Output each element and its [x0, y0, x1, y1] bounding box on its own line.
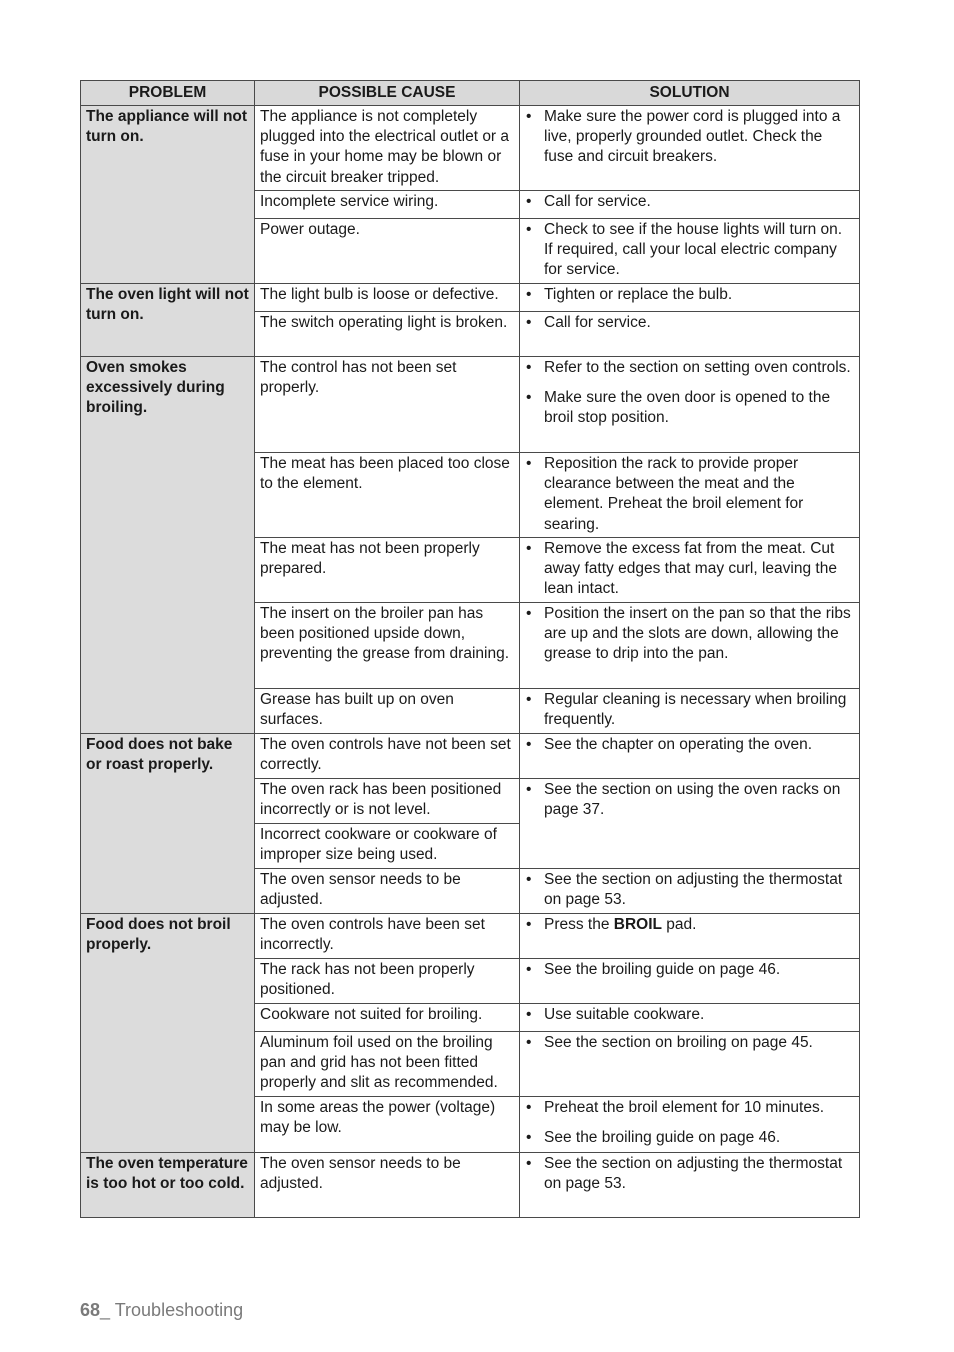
solution-bullet	[525, 1154, 854, 1194]
solution-cell	[520, 191, 860, 219]
possible-cause-cell: Grease has built up on oven surfaces.	[255, 689, 520, 734]
table-row	[81, 284, 860, 312]
table-body	[81, 106, 860, 1218]
page-footer	[80, 1300, 243, 1321]
possible-cause-cell: The oven sensor needs to be adjusted.	[255, 1153, 520, 1218]
bullet-icon: •	[526, 193, 532, 210]
solution-cell	[520, 538, 860, 603]
possible-cause-cell: Cookware not suited for broiling.	[255, 1004, 520, 1032]
possible-cause-cell: In some areas the power (voltage) may be low.	[255, 1097, 520, 1153]
solution-cell	[520, 689, 860, 734]
possible-cause-cell: The meat has not been properly prepared.	[255, 538, 520, 603]
solution-cell	[520, 1032, 860, 1097]
possible-cause-cell: The oven controls have not been set correctly.	[255, 734, 520, 779]
solution-text: See the broiling guide on page 46.	[544, 1129, 781, 1147]
solution-bullet	[525, 604, 854, 665]
possible-cause-cell: Power outage.	[255, 219, 520, 284]
solution-cell	[520, 106, 860, 191]
solution-text: Call for service.	[544, 193, 651, 210]
solution-cell	[520, 779, 860, 869]
possible-cause-cell: Aluminum foil used on the broiling pan and grid has not been fitted properly and slit as recommended.	[255, 1032, 520, 1097]
bullet-icon: •	[526, 691, 532, 708]
solution-bullet	[525, 870, 854, 910]
solution-bullet	[525, 107, 854, 168]
bullet-icon: •	[526, 314, 532, 331]
solution-bullet	[525, 313, 854, 333]
possible-cause-cell: The insert on the broiler pan has been positioned upside down, preventing the grease from draining.	[255, 603, 520, 689]
bullet-icon: •	[526, 455, 532, 472]
bullet-icon: •	[526, 108, 532, 125]
solution-text: Make sure the oven door is opened to the broil stop position.	[544, 389, 831, 427]
solution-text: Preheat the broil element for 10 minutes.	[544, 1099, 825, 1116]
solution-text: Refer to the section on setting oven controls.	[544, 359, 851, 376]
solution-bullet	[525, 690, 854, 730]
bullet-icon: •	[526, 286, 532, 303]
possible-cause-cell: The appliance is not completely plugged into the electrical outlet or a fuse in your home may be blown or the circuit breaker tripped.	[255, 106, 520, 191]
solution-cell	[520, 357, 860, 453]
solution-bullet	[525, 388, 854, 428]
solution-cell	[520, 1097, 860, 1153]
solution-text: Position the insert on the pan so that the ribs are up and the slots are down, allowing the grease to drip into the pan.	[544, 605, 851, 663]
header-problem: PROBLEM	[81, 81, 255, 106]
possible-cause-cell: The oven controls have been set incorrectly.	[255, 914, 520, 959]
bullet-icon: •	[526, 389, 532, 407]
possible-cause-cell: The control has not been set properly.	[255, 357, 520, 453]
problem-cell: Food does not bake or roast properly.	[81, 734, 255, 914]
solution-bullet	[525, 1128, 854, 1148]
solution-cell	[520, 603, 860, 689]
bullet-icon: •	[526, 961, 532, 978]
solution-bullet	[525, 358, 854, 378]
possible-cause-cell: The light bulb is loose or defective.	[255, 284, 520, 312]
footer-section-title: _ Troubleshooting	[100, 1300, 244, 1320]
bullet-icon: •	[526, 540, 532, 557]
header-solution: SOLUTION	[520, 81, 860, 106]
possible-cause-cell: The oven rack has been positioned incorrectly or is not level.	[255, 779, 520, 824]
solution-text: Check to see if the house lights will turn on. If required, call your local electric company for service.	[544, 221, 843, 279]
solution-cell	[520, 284, 860, 312]
table-row	[81, 914, 860, 959]
solution-cell	[520, 1004, 860, 1032]
troubleshooting-table	[80, 80, 860, 1218]
solution-bullet	[525, 735, 854, 755]
table-row	[81, 106, 860, 191]
bullet-icon: •	[526, 871, 532, 888]
bullet-icon: •	[526, 1099, 532, 1116]
solution-text	[544, 915, 854, 935]
table-row	[81, 1153, 860, 1218]
bullet-icon: •	[526, 916, 532, 933]
solution-bullet	[525, 220, 854, 281]
possible-cause-cell: The oven sensor needs to be adjusted.	[255, 869, 520, 914]
solution-text-part: pad.	[662, 916, 697, 933]
page-number: 68	[80, 1300, 101, 1320]
possible-cause-cell: The meat has been placed too close to the element.	[255, 453, 520, 538]
problem-cell: The oven temperature is too hot or too cold.	[81, 1153, 255, 1218]
solution-bullet	[525, 285, 854, 305]
solution-text: Use suitable cookware.	[544, 1006, 705, 1023]
solution-text: Call for service.	[544, 314, 651, 331]
solution-text-part: Press the	[544, 916, 614, 933]
problem-cell: The appliance will not turn on.	[81, 106, 255, 284]
solution-cell	[520, 453, 860, 538]
solution-text: Regular cleaning is necessary when broiling frequently.	[544, 691, 847, 729]
possible-cause-cell: The rack has not been properly positioned.	[255, 959, 520, 1004]
broil-pad-label: BROIL	[613, 916, 662, 933]
bullet-icon: •	[526, 1034, 532, 1051]
solution-bullet	[525, 192, 854, 212]
solution-cell	[520, 734, 860, 779]
possible-cause-cell: Incorrect cookware or cookware of improper size being used.	[255, 824, 520, 869]
solution-text: See the broiling guide on page 46.	[544, 961, 781, 978]
possible-cause-cell: Incomplete service wiring.	[255, 191, 520, 219]
solution-bullet	[525, 454, 854, 535]
solution-text: Reposition the rack to provide proper clearance between the meat and the element. Preheat the broil element for searing.	[544, 455, 804, 533]
bullet-icon: •	[526, 1006, 532, 1023]
solution-bullet	[525, 780, 854, 820]
table-row	[81, 357, 860, 453]
bullet-icon: •	[526, 1129, 532, 1147]
table-row	[81, 734, 860, 779]
bullet-icon: •	[526, 781, 532, 798]
solution-bullet	[525, 960, 854, 980]
solution-cell	[520, 959, 860, 1004]
solution-bullet	[525, 539, 854, 600]
solution-cell	[520, 869, 860, 914]
solution-cell	[520, 219, 860, 284]
solution-cell	[520, 914, 860, 959]
solution-text: See the section on adjusting the thermostat on page 53.	[544, 871, 843, 909]
solution-text: See the section on broiling on page 45.	[544, 1034, 813, 1051]
header-possible-cause: POSSIBLE CAUSE	[255, 81, 520, 106]
bullet-icon: •	[526, 359, 532, 376]
solution-text: See the section on using the oven racks on page 37.	[544, 781, 841, 819]
solution-bullet	[525, 1033, 854, 1053]
solution-cell	[520, 312, 860, 357]
solution-text: See the section on adjusting the thermostat on page 53.	[544, 1155, 843, 1193]
solution-text: See the chapter on operating the oven.	[544, 736, 813, 753]
possible-cause-cell: The switch operating light is broken.	[255, 312, 520, 357]
bullet-icon: •	[526, 221, 532, 238]
table-header-row	[81, 81, 860, 106]
solution-cell	[520, 1153, 860, 1218]
problem-cell: Food does not broil properly.	[81, 914, 255, 1153]
solution-text: Tighten or replace the bulb.	[544, 286, 733, 303]
solution-bullet	[525, 915, 854, 935]
solution-text: Make sure the power cord is plugged into a live, properly grounded outlet. Check the fuse and circuit breakers.	[544, 108, 841, 166]
bullet-icon: •	[526, 1155, 532, 1172]
problem-cell: The oven light will not turn on.	[81, 284, 255, 357]
solution-text: Remove the excess fat from the meat. Cut away fatty edges that may curl, leaving the lean intact.	[544, 540, 837, 598]
bullet-icon: •	[526, 736, 532, 753]
problem-cell: Oven smokes excessively during broiling.	[81, 357, 255, 734]
bullet-icon: •	[526, 605, 532, 622]
solution-bullet	[525, 1098, 854, 1118]
solution-bullet	[525, 1005, 854, 1025]
